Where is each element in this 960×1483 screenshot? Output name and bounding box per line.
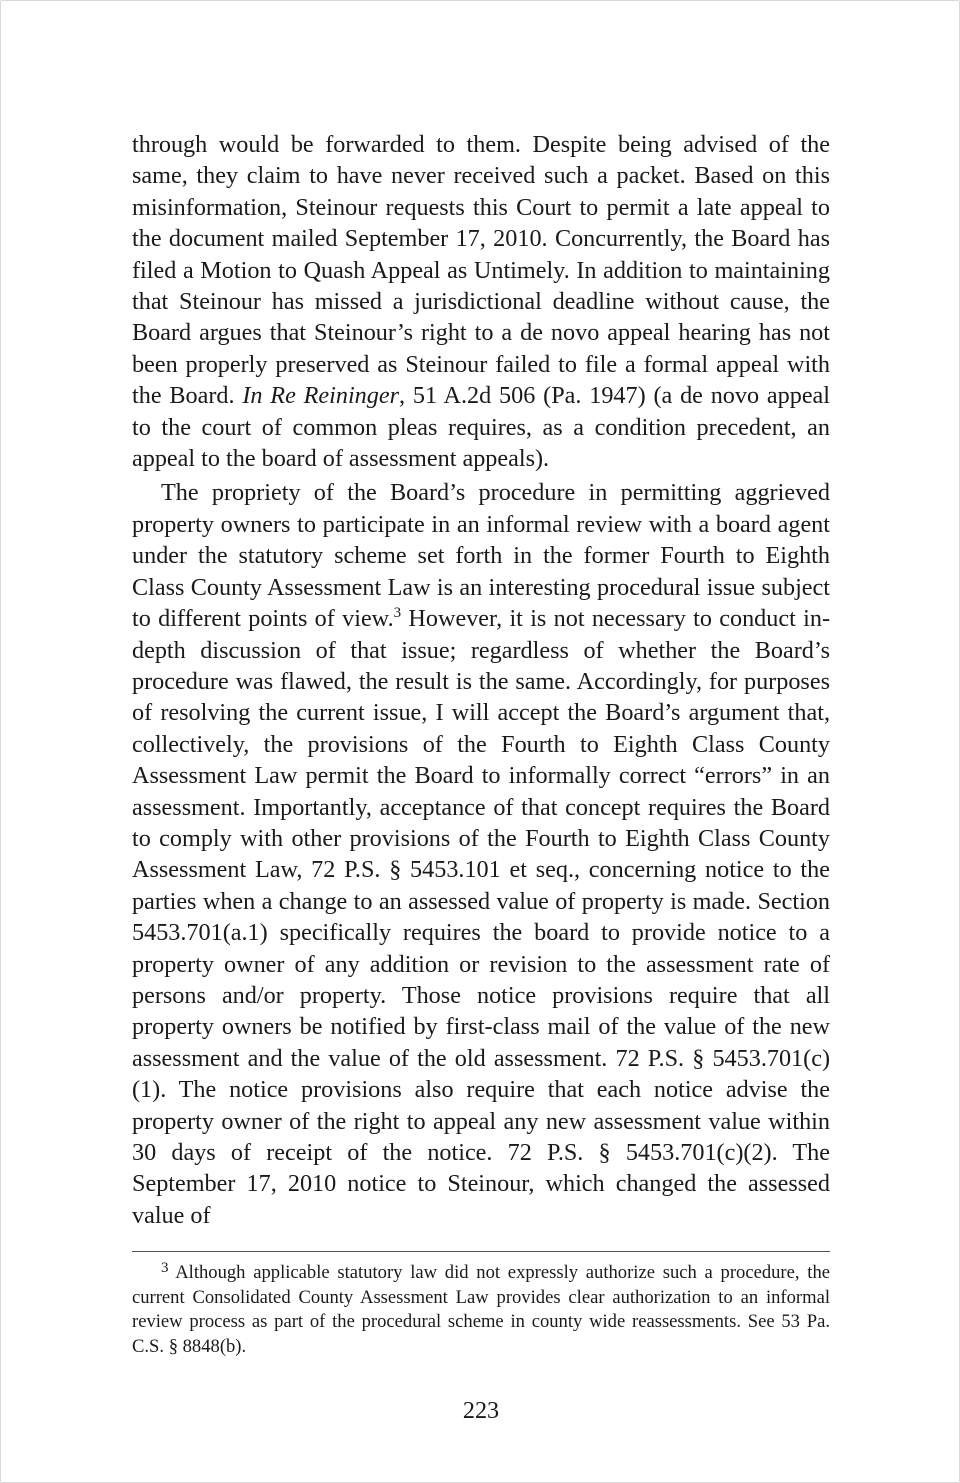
footnote-text: Although applicable statutory law did not expressly authorize such a procedure, the current Consolidated County Assessment Law provides clear authorization to an informal review process as part of the procedural scheme in county wide reassessments. See 53 Pa. C.S. § 8848(b). [132,1262,830,1357]
paragraph-1 [132,129,830,474]
paragraph-2-text: The propriety of the Board’s procedure in permitting aggrieved property owners to participate in an informal review with a board agent under the statutory scheme set forth in the former Fourth to Eighth Class County Assessment Law is an interesting procedural issue subject to different points of view. [132,479,830,633]
case-citation: In Re Reininger [242,382,400,410]
footnote [132,1261,830,1359]
paragraph-1-text-cont: , 51 A.2d 506 (Pa. 1947) (a de novo appeal to the court of common pleas requires, as a condition precedent, an appeal to the board of assessment appeals). [132,382,831,473]
footnote-reference: 3 [393,605,402,622]
paragraph-2-text-cont: However, it is not necessary to conduct in-depth discussion of that issue; regardless of whether the Board’s procedure was flawed, the result is the same. Accordingly, for purposes of resolving the current issue, I will accept the Board’s argument that, collectively, the provisions of the Fourth to Eighth Class County Assessment Law permit the Board to informally correct “errors” in an assessment. Importantly, acceptance of that concept requires the Board to comply with other provisions of the Fourth to Eighth Class County Assessment Law, 72 P.S. § 5453.101 et seq., concerning notice to the parties when a change to an assessed value of property is made. Section 5453.701(a.1) specifically requires the board to provide notice to a property owner of any addition or revision to the assessment rate of persons and/or property. Those notice provisions require that all property owners be notified by first-class mail of the value of the new assessment and the value of the old assessment. 72 P.S. § 5453.701(c)(1). The notice provisions also require that each notice advise the property owner of the right to appeal any new assessment value within 30 days of receipt of the notice. 72 P.S. § 5453.701(c)(2). The September 17, 2010 notice to Steinour, which changed the assessed value of [132,605,830,1229]
body-text [132,129,830,1231]
paragraph-2 [132,477,830,1231]
page-number: 223 [462,1397,500,1424]
footnote-divider [132,1251,830,1252]
paragraph-1-text: through would be forwarded to them. Despite being advised of the same, they claim to have never received such a packet. Based on this misinformation, Steinour requests this Court to permit a late appeal to the document mailed September 17, 2010. Concurrently, the Board has filed a Motion to Quash Appeal as Untimely. In addition to maintaining that Steinour has missed a jurisdictional deadline without cause, the Board argues that Steinour’s right to a de novo appeal hearing has not been properly preserved as Steinour failed to file a formal appeal with the Board. [132,131,830,410]
footnote-marker: 3 [161,1260,169,1276]
